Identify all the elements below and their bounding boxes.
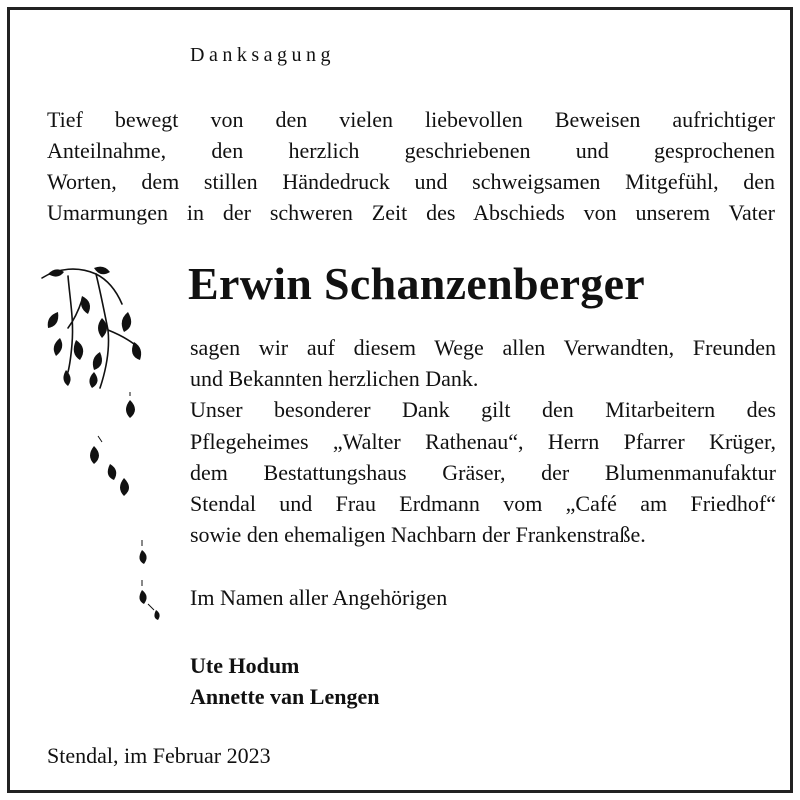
intro-line: Anteilnahme, den herzlich geschriebenen und gesprochenen — [47, 138, 775, 163]
thanks-line: und Bekannten herzlichen Dank. — [190, 366, 479, 392]
deceased-name: Erwin Schanzenberger — [188, 258, 646, 309]
intro-paragraph — [47, 104, 775, 228]
thanks-line: sagen wir auf diesem Wege allen Verwandten, Freunden — [190, 335, 776, 360]
birch-branch-leaves-icon — [38, 260, 188, 630]
notice-heading: Danksagung — [190, 44, 335, 66]
obituary-notice — [7, 7, 793, 793]
thanks-line: Unser besonderer Dank gilt den Mitarbeitern des — [190, 397, 776, 423]
thanks-line: dem Bestattungshaus Gräser, der Blumenmanufaktur — [190, 459, 776, 485]
closing-line: Im Namen aller Angehörigen — [190, 585, 448, 610]
thanks-line: Stendal und Frau Erdmann vom „Café am Friedhof“ — [190, 491, 776, 517]
intro-line: Umarmungen in der schweren Zeit des Abschieds von unserem Vater — [47, 200, 775, 225]
thanks-line: Pflegeheimes „Walter Rathenau“, Herrn Pfarrer Krüger, — [190, 428, 776, 454]
intro-line: Tief bewegt von den vielen liebevollen Beweisen aufrichtiger — [47, 107, 775, 132]
intro-line: Worten, dem stillen Händedruck und schweigsamen Mitgefühl, den — [47, 169, 775, 194]
signer-name: Annette van Lengen — [190, 684, 380, 709]
place-date: Stendal, im Februar 2023 — [47, 743, 271, 768]
thanks-paragraph — [190, 332, 776, 550]
signer-name: Ute Hodum — [190, 653, 300, 678]
signers — [190, 650, 379, 712]
thanks-line: sowie den ehemaligen Nachbarn der Frankenstraße. — [190, 522, 646, 548]
